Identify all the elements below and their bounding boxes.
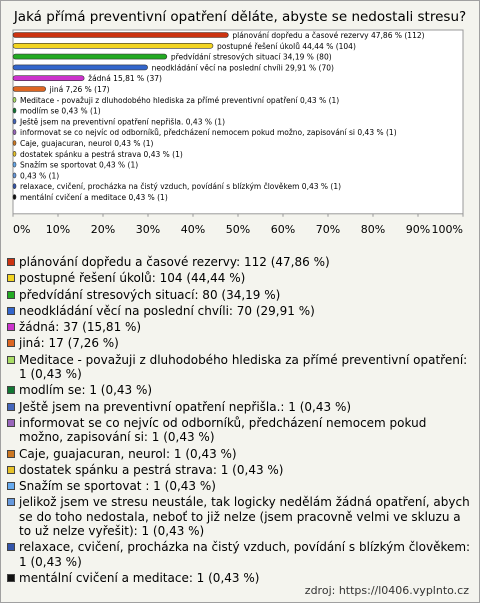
bar [13,119,16,124]
bar-label: dostatek spánku a pestrá strava 0,43 % (1) [20,149,183,159]
x-tick-label: 70% [315,222,341,236]
bar-label: plánování dopředu a časové rezervy 47,86 % (112) [232,31,425,40]
legend-label: neodkládání věcí na poslední chvíli: 70 (29,91 %) [19,303,315,318]
legend-swatch [7,356,15,364]
bar [13,130,16,135]
chart-legend [7,255,473,587]
legend-label: postupné řešení úkolů: 104 (44,44 %) [19,271,246,286]
legend-entry [7,383,473,397]
legend-entry [7,416,473,445]
legend-label: žádná: 37 (15,81 %) [19,320,142,335]
legend-label: plánování dopředu a časové rezervy: 112 (47,86 %) [19,255,330,269]
legend-swatch [7,339,15,347]
bar [13,97,16,102]
legend-entry [7,336,473,350]
bar [13,151,16,156]
legend-swatch [7,466,15,474]
bar [13,162,16,167]
legend-swatch [7,543,15,551]
bar-label: jiná 7,26 % (17) [49,85,110,94]
x-tick-label: 30% [135,222,161,236]
legend-entry [7,255,473,269]
bar-label: mentální cvičení a meditace 0,43 % (1) [20,193,168,202]
bar-label: předvídání stresových situací 34,19 % (80) [170,52,332,62]
legend-swatch [7,403,15,411]
bar-label: informovat se co nejvíc od odborníků, předcházení nemocem pokud možno, zapisování si 0,43 % (1) [20,128,397,138]
legend-label: jelikož jsem ve stresu neustále, tak logicky nedělám žádná opatření, abych se do toho nedostala, neboť to již nelze (jsem pracovně velmi ve skluzu a to už nelze vyřešit): 1 (0,43 %) [19,495,470,539]
chart-title: Jaká přímá preventivní opatření děláte, abyste se nedostali stresu? [13,9,467,25]
bar-label: Snažím se sportovat 0,43 % (1) [20,160,139,170]
x-tick-label: 40% [180,222,206,236]
legend-entry [7,400,473,414]
legend-label: modlím se: 1 (0,43 %) [19,383,153,398]
bar-chart [1,1,479,251]
legend-label: Meditace - považuji z dluhodobého hlediska za přímé preventivní opatření: 1 (0,43 %) [19,352,468,382]
legend-entry [7,271,473,285]
legend-entry [7,447,473,461]
legend-entry [7,288,473,302]
x-tick-label: 20% [90,222,116,236]
legend-label: Snažím se sportovat : 1 (0,43 %) [19,479,216,494]
legend-entry [7,463,473,477]
x-tick-label: 90% [405,222,431,236]
bar-label: neodkládání věcí na poslední chvíli 29,91 % (70) [151,63,334,73]
legend-label: jiná: 17 (7,26 %) [19,336,119,351]
bar [13,108,16,113]
legend-swatch [7,307,15,315]
bar [13,65,148,70]
legend-swatch [7,574,15,582]
bar-label: žádná 15,81 % (37) [88,74,162,84]
legend-swatch [7,291,15,299]
legend-entry [7,320,473,334]
legend-entry [7,304,473,318]
legend-label: informovat se co nejvíc od odborníků, předcházení nemocem pokud možno, zapisování si: 1 (0,43 %) [19,415,427,445]
x-tick-label: 10% [45,222,71,236]
x-tick-label: 0% [13,222,31,236]
bar-label: Ještě jsem na preventivní opatření nepřišla. 0,43 % (1) [20,117,225,127]
bar-label: 0,43 % (1) [20,171,60,181]
legend-swatch [7,450,15,458]
legend-entry [7,540,473,569]
legend-entry [7,495,473,538]
legend-swatch [7,386,15,394]
legend-label: relaxace, cvičení, procházka na čistý vzduch, povídání s blízkým člověkem: 1 (0,43 %) [19,540,471,569]
x-tick-label: 80% [360,222,386,236]
source-note: zdroj: https://l0406.vyplnto.cz [304,584,469,597]
x-tick-label: 100% [431,222,463,236]
legend-swatch [7,419,15,427]
bar [13,87,46,92]
bar [13,141,16,146]
legend-label: předvídání stresových situací: 80 (34,19 %) [19,287,281,302]
bar [13,173,16,178]
legend-entry [7,353,473,382]
legend-swatch [7,482,15,490]
bar-label: modlím se 0,43 % (1) [20,106,101,116]
bar [13,54,167,59]
x-tick-label: 50% [225,222,251,236]
legend-label: dostatek spánku a pestrá strava: 1 (0,43 %) [19,462,284,477]
bar [13,43,213,48]
bar [13,33,228,38]
bar [13,76,84,81]
bar-label: relaxace, cvičení, procházka na čistý vzduch, povídání s blízkým člověkem 0,43 % (1) [20,182,342,192]
legend-swatch [7,498,15,506]
x-tick-label: 60% [270,222,296,236]
legend-swatch [7,274,15,282]
legend-label: mentální cvičení a meditace: 1 (0,43 %) [19,570,260,585]
legend-label: Ještě jsem na preventivní opatření nepřišla.: 1 (0,43 %) [19,399,352,414]
legend-swatch [7,258,15,266]
legend-entry [7,479,473,493]
legend-swatch [7,323,15,331]
bar [13,184,16,189]
bar-label: Meditace - považuji z dluhodobého hlediska za přímé preventivní opatření 0,43 % (1) [20,95,340,105]
legend-label: Caje, guajacuran, neurol: 1 (0,43 %) [19,446,237,461]
bar-label: postupné řešení úkolů 44,44 % (104) [216,41,356,51]
bar [13,195,16,200]
bar-label: Caje, guajacuran, neurol 0,43 % (1) [20,139,154,148]
